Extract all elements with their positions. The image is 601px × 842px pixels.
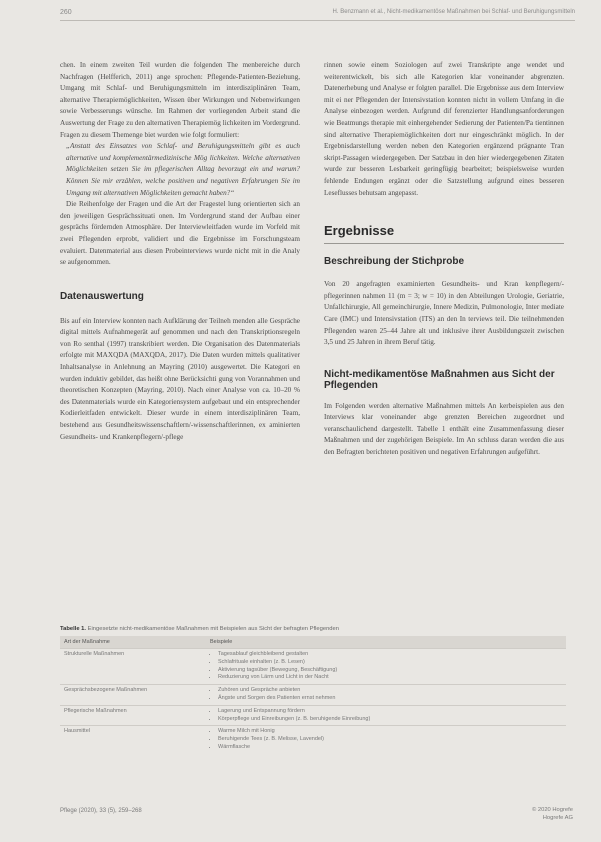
table-1 (60, 626, 566, 754)
copyright-line: © 2020 Hogrefe (531, 807, 573, 813)
section-heading-ergebnisse: Ergebnisse (324, 223, 395, 239)
right-column (324, 60, 564, 459)
table-header-row (60, 636, 566, 649)
table-header-cell: Beispiele (206, 636, 566, 649)
page-number: 260 (60, 9, 72, 16)
table-row (60, 685, 566, 706)
journal-citation: Pflege (2020), 33 (5), 259–268 (60, 808, 142, 814)
measure-examples (206, 649, 566, 685)
body-paragraph: rinnen sowie einem Soziologen auf zwei Transkripte ange wendet und weiterentwickelt, bis sich alle Kategorien klar voneinander abgrenzten. Datenerhebung und Analyse er folgten parallel. Die Ergebnisse aus dem Interview mit ei ner Pflegenden der Intensivstation konnten nicht in vollem Umfang in die Analyse einbezogen werden. Aufgrund dif ferenzierter Handlungsanforderungen wie Beatmungs therapie mit einhergehender Sedierung der Patienten/Pa tientinnen sind alternative Therapiemöglichkeiten dort nur eingeschränkt möglich. In der Ergebnisdarstellung werden neben den Kategorien ergänzend prägnante Tran skript-Passagen wiedergegeben. Der Satzbau in den hier wiedergegebenen Zitaten wurde zur besseren Lesbarkeit geringfügig bearbeitet; beispielsweise wurden fehlende Endungen ergänzt oder die Satzstellung aufgrund eines besseren Leseflusses behutsam angepasst. (324, 61, 564, 197)
measures-table (60, 636, 566, 754)
body-paragraph: Bis auf ein Interview konnten nach Aufklärung der Teilneh menden alle Gespräche digital mittels Aufnahmegerät auf genommen und nach den Transkriptionsregeln von Ro senthal (1997) transkribiert werden. Die Organisation des Datenmaterials erfolgte mit MAXQDA (MAXQDA, 2017). Die Daten wurden mittels qualitativer Inhaltsanalyse in Anlehnung an Mayring (2010) ausgewertet. Die Kategori en wurden induktiv gebildet, das heißt ohne Berücksichti gung von Vorannahmen und theoretischen Konzepten (Mayring, 2010). Nach einer Analyse von ca. 10–20 % des Datenmaterials wurde ein Kategoriensystem aufgebaut und ein entsprechender Kodierleitfaden entwickelt. Dieser wurde in einem interdisziplinären Team, bestehend aus Gesundheitswissenschaftlern/-wissenschaftlerinnen, ex aminierten Gesundheits- und Krankenpflegern/-pflege (60, 316, 300, 441)
measure-type: Pflegerische Maßnahmen (60, 705, 206, 726)
publisher-line: Hogrefe AG (542, 815, 573, 821)
interview-question-quote: „Anstatt des Einsatzes von Schlaf- und Beruhigungsmitteln gibt es auch alternative und komplementärmedizinische Mög lichkeiten. Welche alternativen Möglichkeiten setzen Sie im pflegerischen Alltag bevorzugt ein und warum? Können Sie mir erzählen, welche positiven und negativen Erfahrungen Sie im Umgang mit alternativen Möglichkeiten gemacht haben?“ (66, 142, 300, 197)
measure-type: Strukturelle Maßnahmen (60, 649, 206, 685)
example-item: • Lagerung und Entspannung fördern (218, 708, 562, 716)
example-item: • Tagesablauf gleichbleibend gestalten (218, 651, 562, 659)
example-item: • Warme Milch mit Honig (218, 728, 562, 736)
example-item: • Beruhigende Tees (z. B. Melisse, Lavendel) (218, 736, 562, 744)
measure-examples (206, 705, 566, 726)
header-divider (60, 20, 575, 21)
table-caption-label: Tabelle 1. (60, 626, 86, 632)
body-paragraph: Von 20 angefragten examinierten Gesundheits- und Kran kenpflegern/-pflegerinnen nahmen 11 (m = 3; w = 10) in den Abteilungen Urologie, Geriatrie, Unfallchirurgie, All gemeinchirurgie, Innere Medizin, Pulmonologie, Inter mediate Care (IMC) und Intensivstation (ITS) an den In terviews teil. Die teilnehmenden Pflegenden waren 25–44 Jahre alt und inklusive ihrer Ausbildungszeit zwischen 3,5 und 25 Jahren in ihrem Beruf tätig. (324, 280, 564, 347)
measure-examples (206, 726, 566, 754)
subheading-massnahmen: Nicht-medikamentöse Maßnahmen aus Sicht der Pflegenden (324, 368, 555, 391)
table-row (60, 705, 566, 726)
table-header-cell: Art der Maßnahme (60, 636, 206, 649)
table-caption-text: Eingesetzte nicht-medikamentöse Maßnahmen mit Beispielen aus Sicht der befragten Pflegenden (87, 626, 339, 632)
example-item: • Wärmflasche (218, 744, 562, 752)
table-row (60, 726, 566, 754)
measure-type: Gesprächsbezogene Maßnahmen (60, 685, 206, 706)
measure-examples (206, 685, 566, 706)
example-item: • Ängste und Sorgen des Patienten ernst nehmen (218, 695, 562, 703)
example-item: • Zuhören und Gespräche anbieten (218, 687, 562, 695)
left-column (60, 60, 300, 443)
body-paragraph: chen. In einem zweiten Teil wurden die folgenden The menbereiche durch Nachfragen (Helfferich, 2011) ange sprochen: Pflegende-Patienten-Beziehung, Umgang mit Schlaf- und Beruhigungsmitteln im interdisziplinären Team, alternative Therapiemöglichkeiten, Wissen über Wirkungen und Nebenwirkungen sowie Verbesserungs wünsche. Im Rahmen der vorliegenden Arbeit stand die Auswertung der Frage zu den alternativen Therapiemög lichkeiten im Vordergrund. Fragen zu diesem Themenge biet wurden wie folgt formuliert: (60, 61, 300, 139)
subheading-stichprobe: Beschreibung der Stichprobe (324, 256, 465, 268)
example-item: • Schlafrituale einhalten (z. B. Lesen) (218, 659, 562, 667)
running-title: H. Benzmann et al., Nicht-medikamentöse Maßnahmen bei Schlaf- und Beruhigungsmitteln (332, 9, 575, 15)
example-item: • Körperpflege und Einreibungen (z. B. beruhigende Einreibung) (218, 716, 562, 724)
example-item: • Aktivierung tagsüber (Bewegung, Beschäftigung) (218, 667, 562, 675)
table-caption (60, 626, 566, 632)
publisher-note (532, 806, 573, 822)
body-paragraph: Im Folgenden werden alternative Maßnahmen mittels An kerbeispielen aus den Interviews klar voneinander abge grenzten Bereichen zugeordnet und veranschaulichend dargestellt. Tabelle 1 enthält eine Zusammenfassung dieser Maßnahmen und der zugehörigen Beispiele. Im An schluss daran werden die aus den Befragten berichteten positiven und negativen Erfahrungen aufgeführt. (324, 401, 564, 457)
table-row (60, 649, 566, 685)
section-heading-datenauswertung: Datenauswertung (60, 290, 144, 302)
example-item: • Reduzierung von Lärm und Licht in der Nacht (218, 674, 562, 682)
body-paragraph: Die Reihenfolge der Fragen und die Art der Fragestel lung orientierten sich an den jeweiligen Gesprächssituati onen. Im Vordergrund stand der Aufbau einer gesprächs fördernden Atmosphäre. Der Interviewleitfaden wurde im Vorfeld mit zwei Pflegenden erprobt, validiert und die Ergebnisse im Forschungsteam evaluiert. Datenmaterial aus diesen Probeinterviews wurde nicht mit in die Analy se aufgenommen. (60, 200, 300, 267)
measure-type: Hausmittel (60, 726, 206, 754)
